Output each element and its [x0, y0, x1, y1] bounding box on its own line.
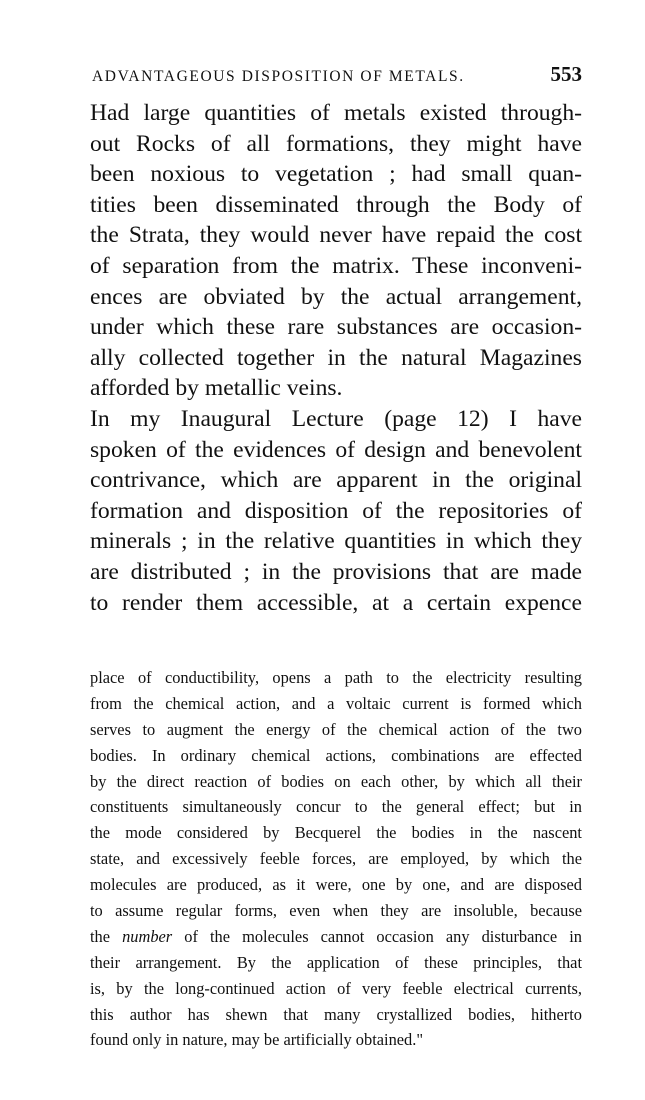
footnote-line: is, by the long-continued action of very feeble electrical currents, — [90, 978, 582, 998]
footnote-line: state, and excessively feeble forces, are employed, by which the — [90, 849, 582, 869]
text-line: Had large quantities of metals existed through- — [90, 100, 582, 126]
main-text — [90, 98, 582, 618]
footnote-line: by the direct reaction of bodies on each other, by which all their — [90, 771, 582, 791]
footnote-line: this author has shewn that many crystallized bodies, hitherto — [90, 1004, 582, 1024]
text-line: been noxious to vegetation ; had small quan- — [90, 161, 582, 188]
text-line: under which these rare substances are occasion- — [90, 314, 582, 341]
footnote-text: the — [90, 926, 123, 946]
footnote-line: place of conductibility, opens a path to the electricity resulting — [90, 668, 582, 687]
text-line: out Rocks of all formations, they might have — [90, 130, 582, 157]
text-line: to render them accessible, at a certain expence — [90, 589, 582, 616]
text-line: In my Inaugural Lecture (page 12) I have — [90, 405, 582, 432]
text-line: contrivance, which are apparent in the original — [90, 467, 582, 494]
footnote-line: from the chemical action, and a voltaic current is formed which — [90, 693, 582, 713]
footnote-line: their arrangement. By the application of these principles, that — [90, 952, 582, 972]
page-number: 553 — [550, 62, 582, 86]
footnote-line: molecules are produced, as it were, one by one, and are disposed — [90, 875, 582, 895]
footnote-line: bodies. In ordinary chemical actions, combinations are effected — [90, 745, 582, 765]
footnote-line: to assume regular forms, even when they are insoluble, because — [90, 901, 582, 921]
text-line: formation and disposition of the repositories of — [90, 497, 582, 524]
running-title: ADVANTAGEOUS DISPOSITION OF METALS. — [92, 68, 465, 85]
text-line: minerals ; in the relative quantities in which they — [90, 528, 582, 555]
italic-term: number — [122, 926, 173, 946]
text-line: tities been disseminated through the Body of — [90, 191, 582, 218]
text-line: the Strata, they would never have repaid the cost — [90, 222, 582, 249]
running-head — [92, 62, 582, 92]
footnote-line: found only in nature, may be artificially obtained." — [90, 1030, 424, 1050]
footnote-line: constituents simultaneously concur to the general effect; but in — [90, 797, 582, 817]
text-line: afforded by metallic veins. — [90, 375, 343, 402]
text-line: ences are obviated by the actual arrangement, — [90, 283, 582, 310]
footnote-line: the mode considered by Becquerel the bodies in the nascent — [90, 823, 582, 843]
footnote-line: serves to augment the energy of the chemical action of the two — [90, 719, 582, 739]
paragraph — [90, 98, 582, 404]
text-line: are distributed ; in the provisions that are made — [90, 558, 582, 585]
text-line: of separation from the matrix. These inconveni- — [90, 252, 582, 279]
paragraph — [90, 404, 582, 618]
footnote-text: of the molecules cannot occasion any disturbance in — [172, 926, 582, 946]
text-line: ally collected together in the natural Magazines — [90, 344, 582, 371]
footnote-line — [90, 924, 582, 950]
text-line: spoken of the evidences of design and benevolent — [90, 436, 582, 463]
footnote — [90, 665, 582, 1053]
